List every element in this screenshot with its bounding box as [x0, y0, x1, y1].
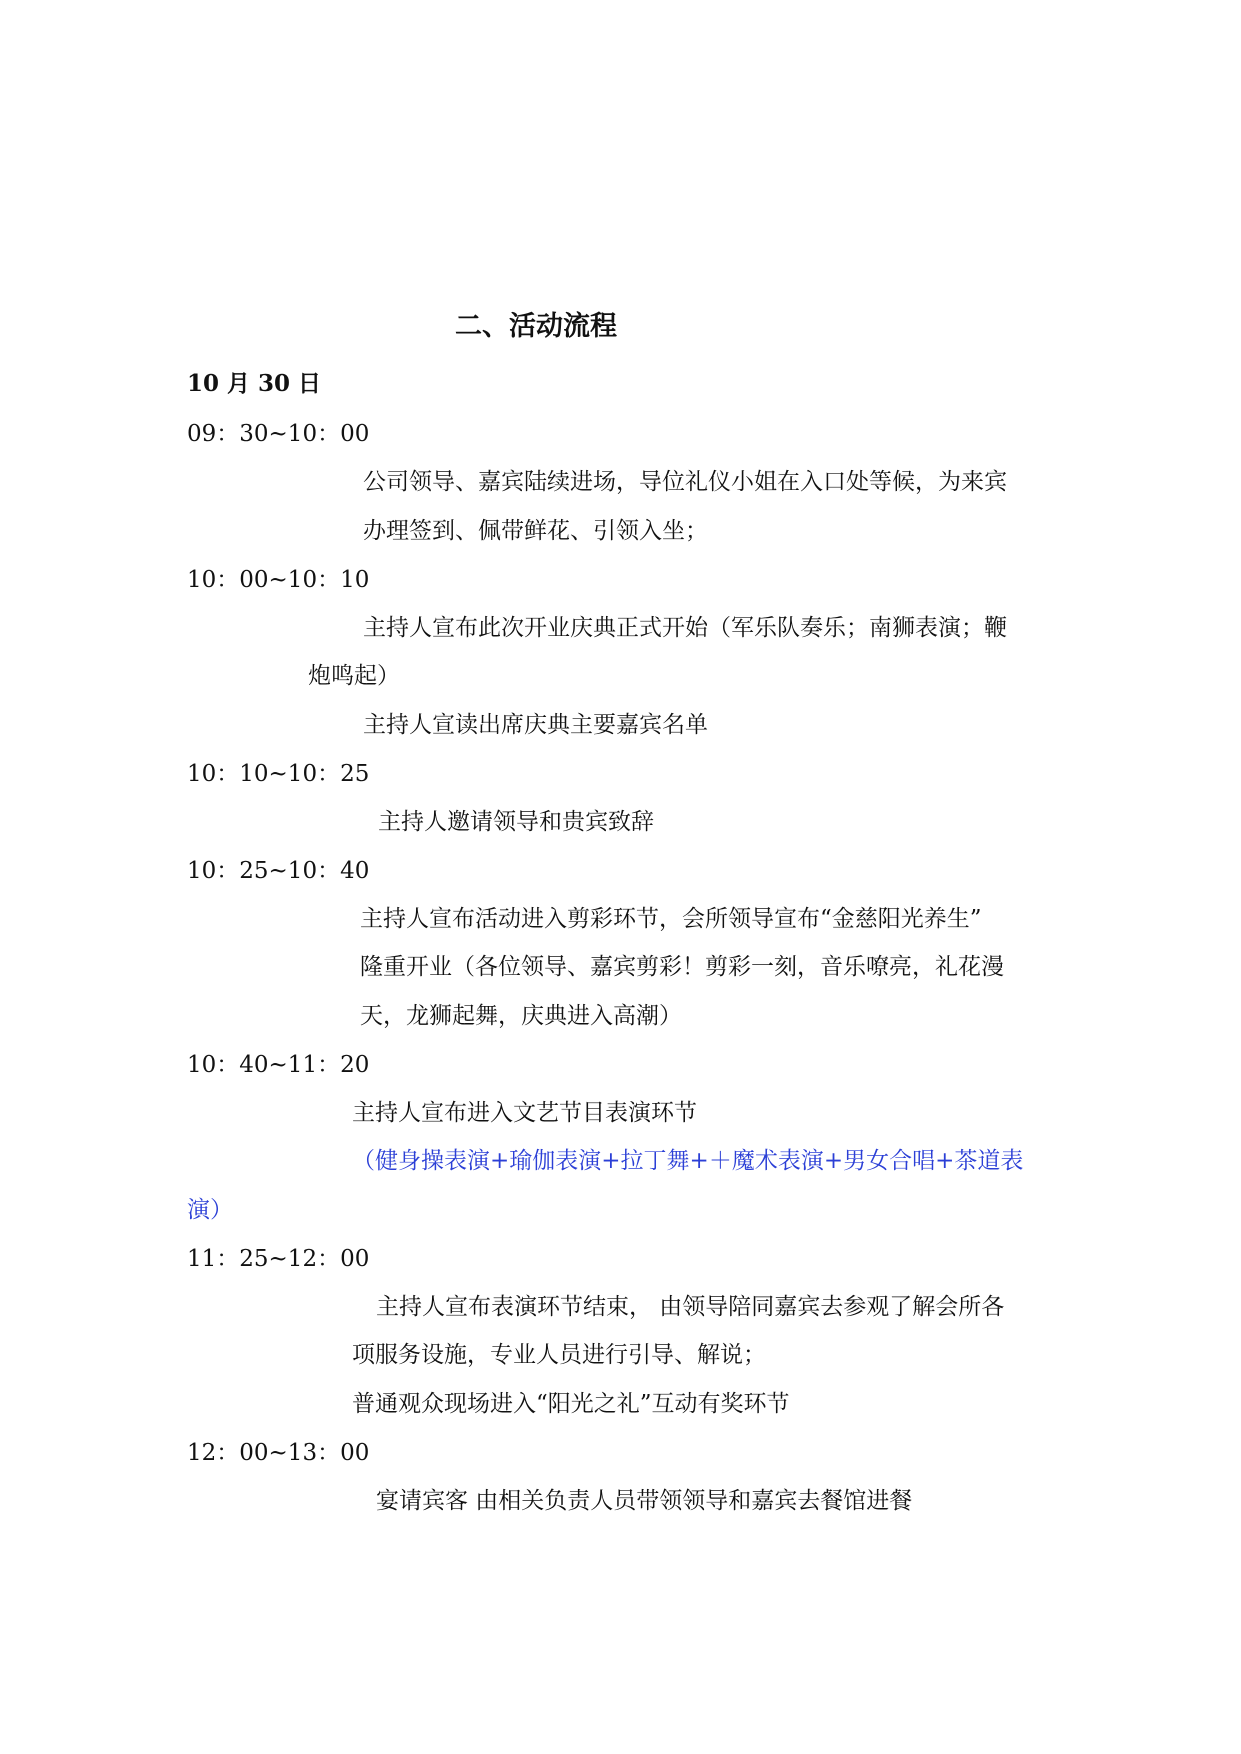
- agenda-line: 主持人宣布表演环节结束， 由领导陪同嘉宾去参观了解会所各: [376, 1294, 1005, 1320]
- performance-list-line: 演）: [187, 1197, 233, 1223]
- agenda-line: 普通观众现场进入“阳光之礼”互动有奖环节: [352, 1391, 790, 1417]
- agenda-line: 办理签到、佩带鲜花、引领入坐；: [363, 518, 708, 544]
- agenda-line: 天，龙狮起舞，庆典进入高潮）: [360, 1003, 682, 1029]
- schedule-date: 10 月 30 日: [187, 370, 322, 397]
- time-slot: 09：30~10：00: [187, 421, 370, 447]
- agenda-line: 炮鸣起）: [308, 663, 400, 689]
- time-slot: 10：00~10：10: [187, 567, 370, 593]
- time-slot: 12：00~13：00: [187, 1440, 370, 1466]
- time-slot: 11：25~12：00: [187, 1246, 370, 1272]
- section-title: 二、活动流程: [455, 311, 617, 342]
- agenda-line: 主持人宣读出席庆典主要嘉宾名单: [363, 712, 708, 738]
- agenda-line: 主持人宣布进入文艺节目表演环节: [352, 1100, 697, 1126]
- agenda-line: 主持人宣布此次开业庆典正式开始（军乐队奏乐；南狮表演；鞭: [363, 615, 1007, 641]
- agenda-line: 公司领导、嘉宾陆续进场，导位礼仪小姐在入口处等候，为来宾: [363, 469, 1007, 495]
- agenda-line: 主持人邀请领导和贵宾致辞: [378, 809, 654, 835]
- agenda-line: 项服务设施，专业人员进行引导、解说；: [352, 1342, 766, 1368]
- agenda-line: 主持人宣布活动进入剪彩环节，会所领导宣布“金慈阳光养生”: [360, 906, 982, 932]
- agenda-line: 隆重开业（各位领导、嘉宾剪彩！剪彩一刻，音乐嘹亮，礼花漫: [360, 954, 1004, 980]
- time-slot: 10：40~11：20: [187, 1052, 370, 1078]
- time-slot: 10：10~10：25: [187, 761, 370, 787]
- performance-list-line: （健身操表演+瑜伽表演+拉丁舞+＋魔术表演+男女合唱+茶道表: [352, 1148, 1024, 1174]
- agenda-line: 宴请宾客 由相关负责人员带领领导和嘉宾去餐馆进餐: [376, 1488, 913, 1514]
- time-slot: 10：25~10：40: [187, 858, 370, 884]
